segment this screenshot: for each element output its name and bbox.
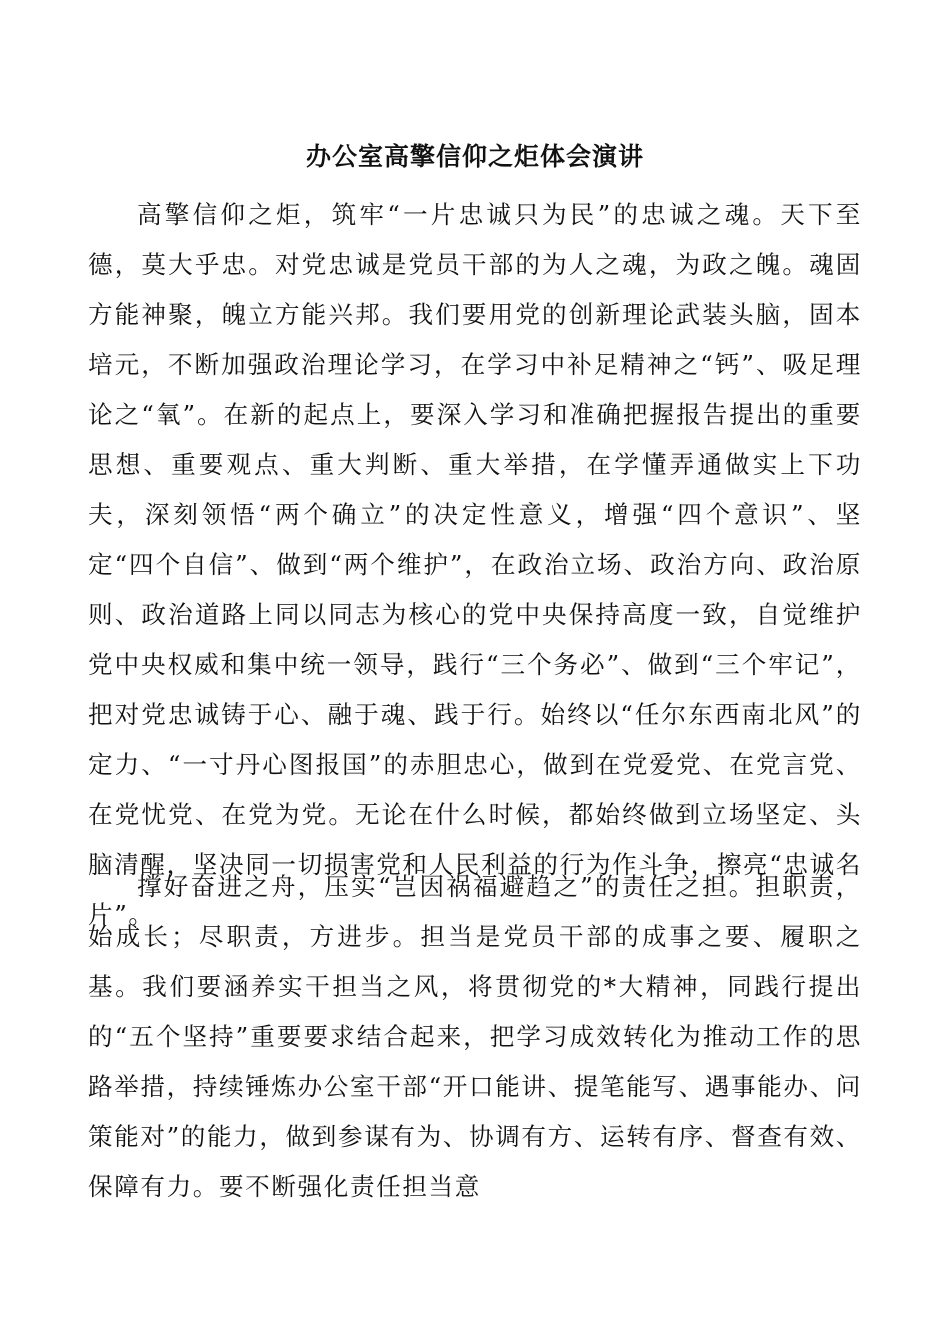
body-paragraph-2: 撑好奋进之舟，压实“岂因祸福避趋之”的责任之担。担职责，始成长；尽职责，方进步。担当是党员干部的成事之要、履职之基。我们要涵养实干担当之风，将贯彻党的*大精神，同践行提出的“五个坚持”重要要求结合起来，把学习成效转化为推动工作的思路举措，持续锤炼办公室干部“开口能讲、提笔能写、遇事能办、问策能对”的能力，做到参谋有为、协调有方、运转有序、督查有效、保障有力。要不断强化责任担当意 [88,872,862,1201]
document-title: 办公室高擎信仰之炬体会演讲 [305,142,644,171]
body-paragraph-1: 高擎信仰之炬，筑牢“一片忠诚只为民”的忠诚之魂。天下至德，莫大乎忠。对党忠诚是党员干部的为人之魂，为政之魄。魂固方能神聚，魄立方能兴邦。我们要用党的创新理论武装头脑，固本培元，不断加强政治理论学习，在学习中补足精神之“钙”、吸足理论之“氧”。在新的起点上，要深入学习和准确把握报告提出的重要思想、重要观点、重大判断、重大举措，在学懂弄通做实上下功夫，深刻领悟“两个确立”的决定性意义，增强“四个意识”、坚定“四个自信”、做到“两个维护”，在政治立场、政治方向、政治原则、政治道路上同以同志为核心的党中央保持高度一致，自觉维护党中央权威和集中统一领导，践行“三个务必”、做到“三个牢记”，把对党忠诚铸于心、融于魂、践于行。始终以“任尔东西南北风”的定力、“一寸丹心图报国”的赤胆忠心，做到在党爱党、在党言党、在党忧党、在党为党。无论在什么时候，都始终做到立场坚定、头脑清醒，坚决同一切损害党和人民利益的行为作斗争，擦亮“忠诚名片”。 [88,200,862,929]
